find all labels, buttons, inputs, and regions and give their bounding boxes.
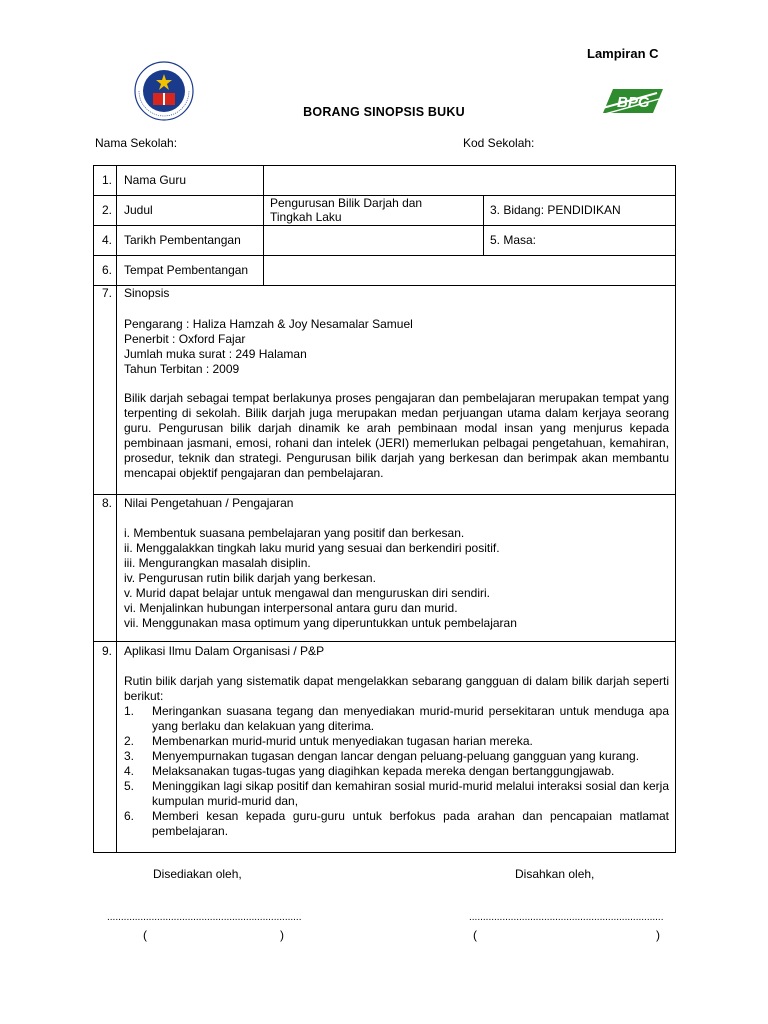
signature-line-left: ...................................................................... (107, 912, 302, 923)
list-item (124, 749, 669, 764)
application-list (124, 704, 669, 839)
list-item (124, 779, 669, 809)
value-list (124, 526, 517, 631)
list-text: Meringankan suasana tegang dan menyediakan murid-murid persekitaran untuk menduga apa yang berlaku dan kelakuan yang diterima. (152, 704, 669, 733)
row-number: 6. (101, 263, 112, 277)
field-label: 3. Bidang: PENDIDIKAN (490, 203, 621, 217)
book-metadata (124, 317, 413, 377)
title-label: Judul (124, 203, 153, 217)
approved-by-label: Disahkan oleh, (515, 867, 595, 881)
row-number: 8. (101, 496, 112, 510)
row-number: 7. (101, 286, 112, 300)
list-text: Meninggikan lagi sikap positif dan kemahiran sosial murid-murid melalui interaksi sosial dan kerja kumpulan murid-murid dan, (152, 779, 669, 808)
list-number: 6. (124, 809, 135, 823)
list-item (124, 809, 669, 839)
row-number: 4. (101, 233, 112, 247)
author-line: Pengarang : Haliza Hamzah & Joy Nesamalar Samuel (124, 317, 413, 331)
page-count-line: Jumlah muka surat : 249 Halaman (124, 347, 307, 361)
list-item (124, 764, 669, 779)
list-item: v. Murid dapat belajar untuk mengawal dan menguruskan diri sendiri. (124, 586, 490, 600)
form-title: BORANG SINOPSIS BUKU (303, 105, 465, 119)
signature-line-right: ...................................................................... (469, 912, 664, 923)
time-label: 5. Masa: (490, 233, 537, 247)
book-title-line: Tingkah Laku (270, 210, 342, 224)
synopsis-paragraph: Bilik darjah sebagai tempat berlakunya proses pengajaran dan pembelajaran merupakan tempat yang terpenting di sekolah. Bilik darjah juga merupakan medan perjuangan utama dalam kerjaya seorang guru. Pengurusan bilik darjah dinamik ke arah pembinaan modal insan yang menjurus kepada pembinaan jasmani, emosi, rohani dan intelek (JERI) memerlukan pelbagai pengetahuan, kemahiran, prosedur, teknik dan strategi. Pengurusan bilik darjah yang berkesan dan berimpak akan membantu mencapai objektif pengajaran dan pembelajaran. (124, 391, 669, 480)
svg-text:BPG: BPG (617, 94, 650, 111)
list-number: 4. (124, 764, 135, 778)
synopsis-form-table (93, 165, 676, 853)
name-bracket-open: ( (143, 928, 147, 942)
list-item (124, 734, 669, 749)
presentation-venue-label: Tempat Pembentangan (124, 263, 249, 277)
teacher-name-label: Nama Guru (124, 173, 187, 187)
list-text: Membenarkan murid-murid untuk menyediakan tugasan harian mereka. (152, 734, 533, 748)
application-intro: Rutin bilik darjah yang sistematik dapat mengelakkan sebarang gangguan di dalam bilik darjah seperti berikut: (124, 674, 669, 703)
row-number: 1. (101, 173, 112, 187)
publisher-line: Penerbit : Oxford Fajar (124, 332, 246, 346)
school-code-label: Kod Sekolah: (463, 136, 535, 150)
list-item: ii. Menggalakkan tingkah laku murid yang sesuai dan berkendiri positif. (124, 541, 500, 555)
list-number: 1. (124, 704, 135, 718)
book-title-field[interactable] (270, 196, 422, 224)
synopsis-label: Sinopsis (124, 286, 170, 300)
year-line: Tahun Terbitan : 2009 (124, 362, 240, 376)
attachment-label: Lampiran C (587, 46, 659, 61)
name-bracket-open: ( (473, 928, 477, 942)
row-number: 2. (101, 203, 112, 217)
list-item: vii. Menggunakan masa optimum yang diperuntukkan untuk pembelajaran (124, 616, 517, 630)
list-item: i. Membentuk suasana pembelajaran yang positif dan berkesan. (124, 526, 465, 540)
list-item: iii. Mengurangkan masalah disiplin. (124, 556, 311, 570)
application-label: Aplikasi Ilmu Dalam Organisasi / P&P (124, 644, 325, 658)
list-text: Menyempurnakan tugasan dengan lancar dengan peluang-peluang gangguan yang kurang. (152, 749, 640, 763)
prepared-by-label: Disediakan oleh, (153, 867, 242, 881)
list-number: 3. (124, 749, 135, 763)
list-text: Memberi kesan kepada guru-guru untuk berfokus pada arahan dan pencapaian matlamat pembelajaran. (152, 809, 669, 838)
book-title-line: Pengurusan Bilik Darjah dan (270, 196, 423, 210)
row-number: 9. (101, 644, 112, 658)
list-number: 2. (124, 734, 135, 748)
list-item: vi. Menjalinkan hubungan interpersonal antara guru dan murid. (124, 601, 458, 615)
name-bracket-close: ) (656, 928, 660, 942)
list-item: iv. Pengurusan rutin bilik darjah yang berkesan. (124, 571, 376, 585)
list-number: 5. (124, 779, 135, 793)
list-text: Melaksanakan tugas-tugas yang diagihkan kepada mereka dengan bertanggungjawab. (152, 764, 615, 778)
presentation-date-label: Tarikh Pembentangan (124, 233, 241, 247)
school-name-label: Nama Sekolah: (95, 136, 178, 150)
list-item (124, 704, 669, 734)
name-bracket-close: ) (280, 928, 284, 942)
value-label: Nilai Pengetahuan / Pengajaran (124, 496, 294, 510)
